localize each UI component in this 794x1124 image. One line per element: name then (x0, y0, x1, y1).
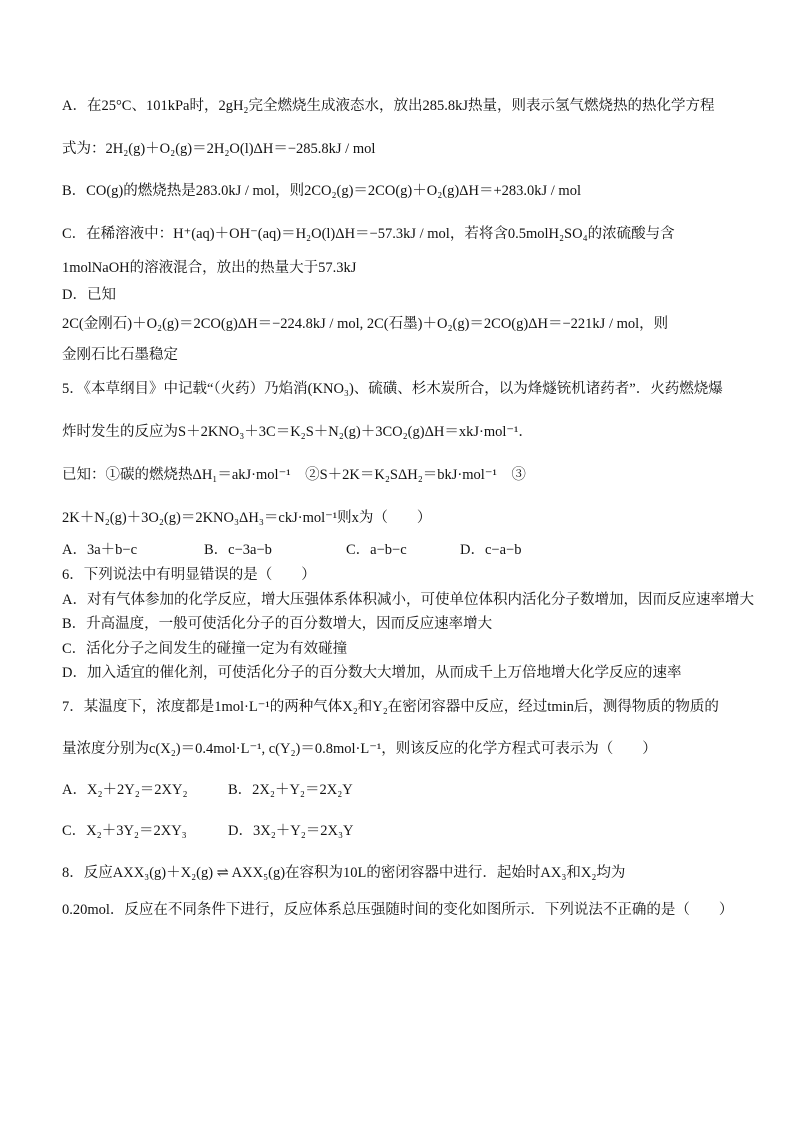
q4-option-a-line1: A．在25°C、101kPa时，2gH₂完全燃烧生成液态水，放出285.8kJ热量，则表示氢气燃烧热的热化学方程 (62, 98, 715, 114)
q4-option-c-line2: 1molNaOH的溶液混合，放出的热量大于57.3kJ (62, 260, 357, 276)
q5-given-line1: 已知：①碳的燃烧热ΔH₁＝akJ·mol⁻¹ ②S＋2K＝K₂SΔH₂＝bkJ·mol⁻¹ ③ (62, 467, 526, 483)
q5-options (62, 540, 742, 560)
q7-options-row2 (62, 821, 742, 841)
q6-option-a: A．对有气体参加的化学反应，增大压强体系体积减小，可使单位体积内活化分子数增加，因而反应速率增大 (62, 592, 754, 608)
q5-stem-line2: 炸时发生的反应为S＋2KNO₃＋3C＝K₂S＋N₂(g)＋3CO₂(g)ΔH＝xkJ·mol⁻¹． (62, 424, 533, 440)
q6-option-d: D．加入适宜的催化剂，可使活化分子的百分数大大增加，从而成千上万倍地增大化学反应的速率 (62, 665, 682, 681)
q8-stem-line1: 8．反应AXX₃(g)＋X₂(g) ⇌ AXX₅(g)在容积为10L的密闭容器中进行．起始时AX₃和X₂均为 (62, 865, 626, 881)
q6-option-c: C．活化分子之间发生的碰撞一定为有效碰撞 (62, 641, 348, 657)
q4-option-d-label: D．已知 (62, 287, 116, 303)
q5-stem-line1: 5．《本草纲目》中记载“（火药）乃焰消(KNO₃)、硫磺、杉木炭所合，以为烽燧铳机诸药者”．火药燃烧爆 (62, 381, 723, 397)
q7-stem-line2: 量浓度分别为c(X₂)＝0.4mol·L⁻¹, c(Y₂)＝0.8mol·L⁻¹，则该反应的化学方程式可表示为（ ） (62, 741, 657, 757)
q4-option-b: B．CO(g)的燃烧热是283.0kJ / mol，则2CO₂(g)＝2CO(g)＋O₂(g)ΔH＝+283.0kJ / mol (62, 183, 581, 199)
q7-option-b: B．2X₂＋Y₂＝2X₂Y (228, 782, 353, 798)
q8-stem-line2: 0.20mol．反应在不同条件下进行，反应体系总压强随时间的变化如图所示．下列说法不正确的是（ ） (62, 902, 734, 918)
q5-given-line2: 2K＋N₂(g)＋3O₂(g)＝2KNO₃ΔH₃＝ckJ·mol⁻¹则x为（ ） (62, 510, 432, 526)
q6-option-b: B．升高温度，一般可使活化分子的百分数增大，因而反应速率增大 (62, 616, 493, 632)
q4-option-d-conclusion: 金刚石比石墨稳定 (62, 347, 178, 363)
q4-option-c-line1: C．在稀溶液中：H⁺(aq)＋OH⁻(aq)＝H₂O(l)ΔH＝−57.3kJ / mol，若将含0.5molH₂SO₄的浓硫酸与含 (62, 226, 675, 242)
q4-option-d-equation: 2C(金刚石)＋O₂(g)＝2CO(g)ΔH＝−224.8kJ / mol, 2C(石墨)＋O₂(g)＝2CO(g)ΔH＝−221kJ / mol，则 (62, 316, 669, 332)
q6-stem: 6．下列说法中有明显错误的是（ ） (62, 567, 316, 583)
q7-option-a: A．X₂＋2Y₂＝2XY₂ (62, 782, 188, 798)
q5-option-d: D．c−a−b (460, 542, 522, 558)
q5-option-b: B．c−3a−b (204, 542, 272, 558)
q7-stem-line1: 7．某温度下，浓度都是1mol·L⁻¹的两种气体X₂和Y₂在密闭容器中反应，经过tmin后，测得物质的物质的 (62, 699, 719, 715)
q7-option-d: D．3X₂＋Y₂＝2X₃Y (228, 823, 354, 839)
q5-option-c: C．a−b−c (346, 542, 407, 558)
q4-option-a-line2: 式为：2H₂(g)＋O₂(g)＝2H₂O(l)ΔH＝−285.8kJ / mol (62, 141, 376, 157)
q7-option-c: C．X₂＋3Y₂＝2XY₃ (62, 823, 187, 839)
q5-option-a: A．3a＋b−c (62, 542, 138, 558)
q7-options-row1 (62, 780, 742, 800)
